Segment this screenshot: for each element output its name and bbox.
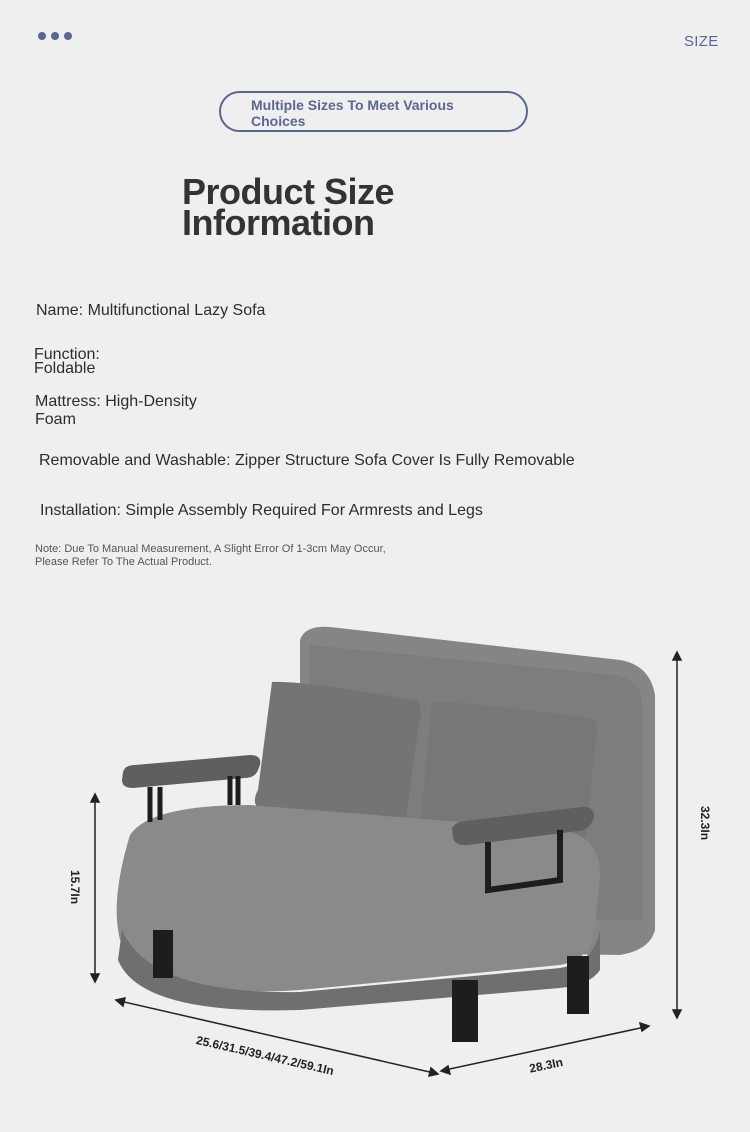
title-line-2: Information (182, 202, 375, 243)
spec-function (34, 348, 100, 376)
total-height-label: 32.3In (698, 806, 712, 841)
spec-function-value: Foldable (34, 360, 96, 377)
sofa-leg (452, 980, 478, 1042)
spec-mattress (35, 393, 197, 429)
sofa-leg (153, 930, 173, 978)
page-title (182, 171, 442, 243)
width-label: 25.6/31.5/39.4/47.2/59.1In (194, 1033, 336, 1079)
sofa-leg (567, 956, 589, 1014)
note-line-2: Please Refer To The Actual Product. (35, 556, 212, 568)
dot (38, 32, 46, 40)
sofa-illustration (0, 600, 750, 1100)
measurement-note (35, 543, 455, 569)
spec-function-label: Function: (34, 346, 100, 363)
more-menu-icon[interactable] (38, 32, 72, 40)
dot (64, 32, 72, 40)
spec-mattress-value: Foam (35, 411, 76, 428)
spec-name: Name: Multifunctional Lazy Sofa (36, 302, 266, 319)
title-line-1: Product Size (182, 171, 395, 212)
spec-removable: Removable and Washable: Zipper Structure Sofa Cover Is Fully Removable (39, 452, 575, 469)
spec-installation: Installation: Simple Assembly Required For Armrests and Legs (40, 502, 483, 519)
sizes-badge: Multiple Sizes To Meet Various Choices (219, 91, 528, 132)
depth-label: 28.3In (528, 1054, 565, 1076)
seat-height-label: 15.7In (68, 870, 82, 905)
spec-mattress-label: Mattress: High-Density (35, 393, 197, 410)
note-line-1: Note: Due To Manual Measurement, A Slight Error Of 1-3cm May Occur, (35, 543, 386, 555)
size-label: SIZE (684, 33, 719, 50)
dot (51, 32, 59, 40)
